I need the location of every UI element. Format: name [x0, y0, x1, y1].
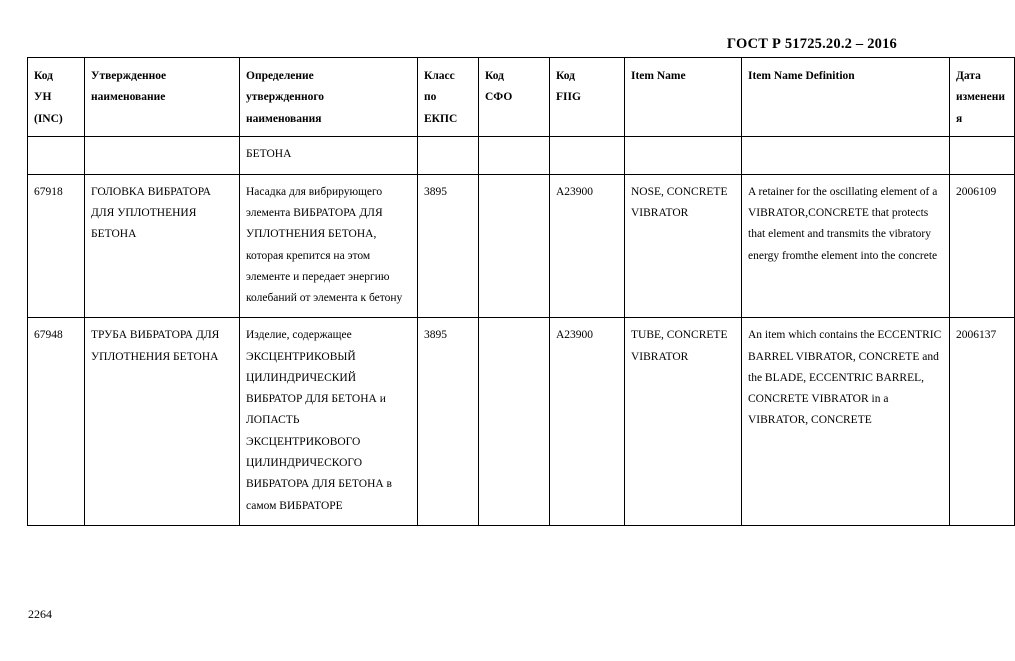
- column-header-approved-name: Утвержденное наименование: [85, 58, 240, 137]
- cell-definition: Изделие, содержащее ЭКСЦЕНТРИКОВЫЙ ЦИЛИНДРИЧЕСКИЙ ВИБРАТОР ДЛЯ БЕТОНА и ЛОПАСТЬ ЭКСЦЕНТРИКОВОГО ЦИЛИНДРИЧЕСКОГО ВИБРАТОРА ДЛЯ БЕТОНА в самом ВИБРАТОРЕ: [240, 318, 418, 525]
- column-header-item-name-definition: Item Name Definition: [742, 58, 950, 137]
- cell-code-sfo: [479, 136, 550, 174]
- cell-approved-name: [85, 136, 240, 174]
- column-header-code-un-inc: Код УН (INC): [28, 58, 85, 137]
- cell-class-ekps: 3895: [418, 174, 479, 318]
- cell-definition: Насадка для вибрирующего элемента ВИБРАТОРА ДЛЯ УПЛОТНЕНИЯ БЕТОНА, которая крепится на этом элементе и передает энергию колебаний от элемента к бетону: [240, 174, 418, 318]
- table-row: [28, 318, 1015, 525]
- cell-change-date: 2006137: [950, 318, 1015, 525]
- table-header-row: [28, 58, 1015, 137]
- column-header-class-ekps: Класс по ЕКПС: [418, 58, 479, 137]
- table-row: [28, 174, 1015, 318]
- cell-approved-name: ТРУБА ВИБРАТОРА ДЛЯ УПЛОТНЕНИЯ БЕТОНА: [85, 318, 240, 525]
- specification-table: [27, 57, 1015, 526]
- column-header-definition: Определение утвержденного наименования: [240, 58, 418, 137]
- cell-code-sfo: [479, 174, 550, 318]
- column-header-code-fiig: Код FIIG: [550, 58, 625, 137]
- cell-code-fiig: A23900: [550, 174, 625, 318]
- cell-item-name-definition: [742, 136, 950, 174]
- cell-code-un-inc: 67948: [28, 318, 85, 525]
- cell-code-fiig: [550, 136, 625, 174]
- cell-code-un-inc: 67918: [28, 174, 85, 318]
- cell-change-date: 2006109: [950, 174, 1015, 318]
- cell-approved-name: ГОЛОВКА ВИБРАТОРА ДЛЯ УПЛОТНЕНИЯ БЕТОНА: [85, 174, 240, 318]
- cell-item-name-definition: A retainer for the oscillating element of a VIBRATOR,CONCRETE that protects that element and transmits the vibratory energy fromthe element into the concrete: [742, 174, 950, 318]
- cell-code-sfo: [479, 318, 550, 525]
- cell-item-name: [625, 136, 742, 174]
- cell-item-name: NOSE, CONCRETE VIBRATOR: [625, 174, 742, 318]
- column-header-change-date: Дата изменени я: [950, 58, 1015, 137]
- cell-class-ekps: 3895: [418, 318, 479, 525]
- page-number: 2264: [28, 607, 52, 621]
- table-row: [28, 136, 1015, 174]
- table-body: [28, 136, 1015, 525]
- cell-item-name: TUBE, CONCRETE VIBRATOR: [625, 318, 742, 525]
- standard-title: ГОСТ Р 51725.20.2 – 2016: [726, 36, 897, 52]
- cell-definition: БЕТОНА: [240, 136, 418, 174]
- cell-code-un-inc: [28, 136, 85, 174]
- column-header-item-name: Item Name: [625, 58, 742, 137]
- cell-code-fiig: A23900: [550, 318, 625, 525]
- column-header-code-sfo: Код СФО: [479, 58, 550, 137]
- table-header: [28, 58, 1015, 137]
- cell-item-name-definition: An item which contains the ECCENTRIC BARREL VIBRATOR, CONCRETE and the BLADE, ECCENTRIC BARREL, CONCRETE VIBRATOR in a VIBRATOR, CONCRETE: [742, 318, 950, 525]
- cell-class-ekps: [418, 136, 479, 174]
- cell-change-date: [950, 136, 1015, 174]
